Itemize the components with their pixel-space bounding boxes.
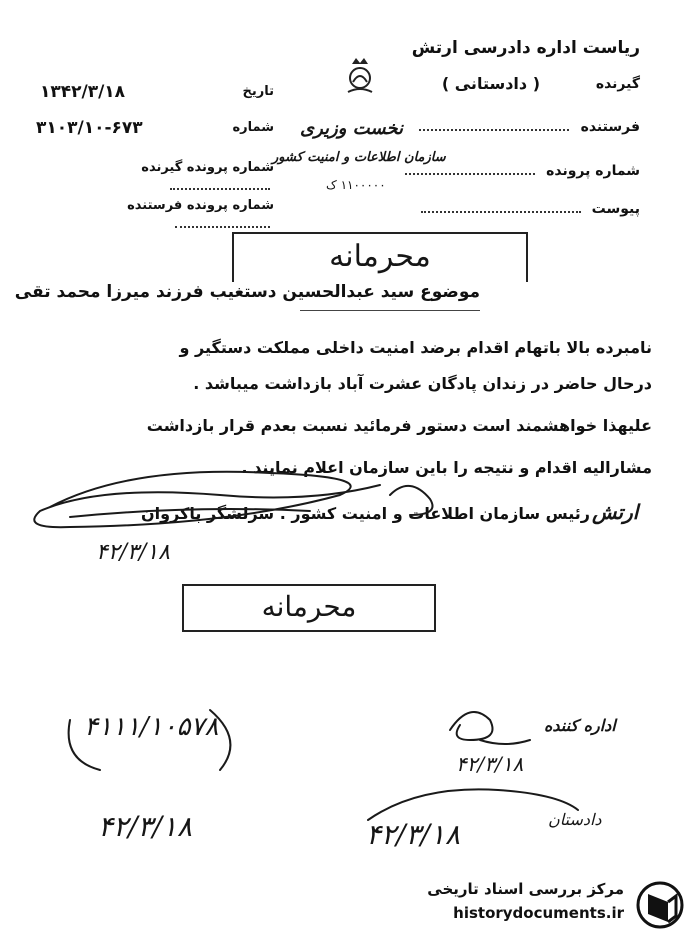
archive-logo-icon: [632, 880, 688, 930]
recipient-row: [370, 76, 640, 100]
watermark-name: مرکز بررسی اسناد تاریخی: [427, 880, 624, 898]
handwritten-number: ۴۱۱۱/۱۰۵۷۸: [84, 712, 219, 742]
subject-line: موضوع سید عبدالحسین دستغیب فرزند میرزا محمد تقی: [14, 282, 480, 302]
body-line-4: مشارالیه اقدام و نتیجه را باین سازمان اعلام نمایند .: [241, 458, 652, 477]
recipient-file-row: [36, 156, 274, 194]
confidential-stamp-text: محرمانه: [329, 239, 431, 274]
date-row: [36, 82, 274, 106]
initials-scribble: [430, 700, 540, 760]
attachment-label: پیوست: [591, 201, 640, 217]
organization-title: ریاست اداره دادرسی ارتش: [411, 38, 640, 58]
number-value: ۳۱۰۳/۱۰-۶۷۳: [36, 118, 143, 138]
emblem-code: ۱۱۰۰۰۰۰ ک: [326, 178, 386, 192]
handwritten-date-3: ۴۲/۳/۱۸: [456, 752, 524, 776]
recipient-value: ( دادستانی ): [441, 74, 540, 93]
confidential-stamp-bottom: [182, 584, 436, 632]
body-line-2: درحال حاضر در زندان پادگان عشرت آباد بازداشت میباشد .: [193, 374, 652, 393]
sender-row: [370, 116, 640, 135]
date-label: تاریخ: [242, 84, 274, 99]
handwritten-date-1: ۴۲/۳/۱۸: [96, 540, 170, 565]
recipient-file-label: شماره پرونده گیرنده: [141, 160, 274, 175]
sender-file-label: شماره پرونده فرستنده: [127, 198, 274, 213]
date-value: ۱۳۴۲/۳/۱۸: [40, 82, 126, 102]
attachment-row: [370, 198, 640, 217]
handwritten-date-4: ۴۲/۳/۱۸: [366, 818, 461, 851]
number-row: [36, 118, 274, 142]
watermark: [406, 876, 696, 934]
sender-label: فرستنده: [580, 119, 640, 135]
signature-scribble: [10, 455, 450, 545]
body-line-1: نامبرده بالا باتهام اقدام برضد امنیت داخلی مملکت دستگیر و: [179, 338, 652, 357]
number-label: شماره: [232, 120, 274, 135]
handwritten-note-bottom: دادستان: [548, 810, 602, 829]
confidential-stamp-bottom-text: محرمانه: [261, 590, 357, 623]
signature-line: رئیس سازمان اطلاعات و امنیت کشور . سرلشگر پاکروان: [140, 504, 590, 523]
confidential-stamp-top: [232, 232, 528, 282]
recipient-label: گیرنده: [595, 76, 640, 92]
emblem-ministry: نخست وزیری: [300, 118, 404, 139]
emblem-organization: سازمان اطلاعات و امنیت کشور: [272, 150, 446, 165]
margin-note-army: ارتش: [592, 500, 639, 524]
lion-sun-emblem-icon: [342, 56, 378, 96]
watermark-url: historydocuments.ir: [453, 904, 624, 922]
handwritten-date-2: ۴۲/۳/۱۸: [98, 810, 193, 843]
body-line-3: علیهذا خواهشمند است دستور فرمائید نسبت بعدم قرار بازداشت: [146, 416, 652, 435]
reference-label: شماره پرونده: [546, 163, 640, 179]
handwritten-note-right: اداره کننده: [544, 716, 616, 735]
sender-file-row: [36, 194, 274, 232]
